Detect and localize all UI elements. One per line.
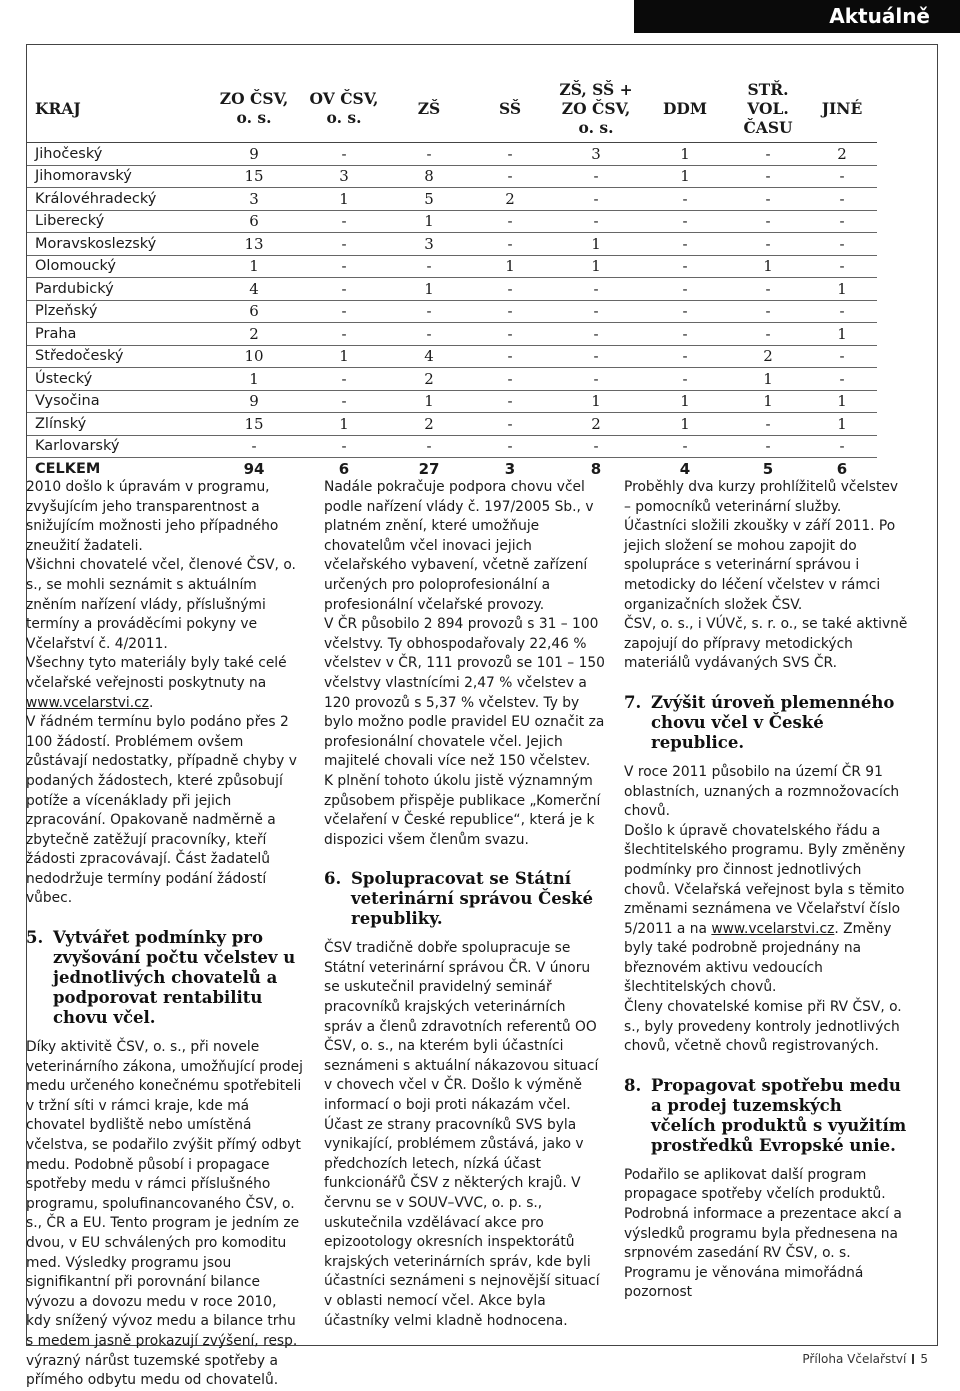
paragraph: Díky aktivitě ČSV, o. s., při novele veterinárního zákona, umožňující prodej medu určeného konečnému spotřebiteli v tržní síti v rámci kraje, kde má chovatel bydliště nebo umístěná včelstva, se podařilo zvýšit přímý odbyt medu. Podobně působí i propagace spotřeby medu v rámci příslušného programu, spolufinancovaného ČSV, o. s., ČR a EU. Tento program je jedním ze dvou, v EU schválených pro komoditu med. Výsledky programu jsou signifikantní při porovnání bilance vývozu a dovozu medu v roce 2010, kdy snížený vývoz medu a bilance trhu s medem jasně prokazují zvýšení, resp. výrazný nárůst tuzemské spotřeby a přímého odbytu medu od chovatelů.	[26, 1039, 303, 1389]
region-name: Vysočina	[27, 390, 209, 413]
region-name: Středočeský	[27, 345, 209, 368]
table-cell: -	[469, 413, 551, 436]
paragraph: Podařilo se aplikovat další program propagace spotřeby včelích produktů. Podrobná informace a prezentace akcí a výsledků programu byla přednesena na srpnovém zasedání RV ČSV, o. s. Programu je věnována mimořádná pozornost	[624, 1166, 902, 1301]
header-cell: DDM	[641, 74, 729, 143]
table-row	[27, 255, 877, 278]
paragraph: ČSV, o. s., i VÚVč, s. r. o., se také aktivně zapojují do přípravy metodických materiálů vydávaných SVS ČR.	[624, 616, 908, 672]
section-heading-5: 5. Vytvářet podmínky pro zvyšování počtu včelstev u jednotlivých chovatelů a podporovat rentabilitu chovu včel.	[26, 928, 296, 1028]
table-cell: -	[469, 233, 551, 256]
table-cell: -	[641, 345, 729, 368]
table-cell: 1	[807, 390, 877, 413]
total-cell: 6	[836, 459, 848, 478]
table-cell: -	[729, 143, 807, 166]
paragraph: 2010 došlo k úpravám v programu, zvyšujícím jeho transparentnost a snižujícím možnosti jeho případného zneužití žadateli.	[26, 479, 279, 554]
table-cell: 13	[209, 233, 299, 256]
table-cell: -	[807, 435, 877, 458]
table-cell: -	[807, 188, 877, 211]
table-cell: 15	[209, 413, 299, 436]
table-cell: 2	[551, 413, 641, 436]
table-cell: 1	[389, 278, 469, 301]
footer-divider	[912, 1354, 914, 1364]
table-cell: -	[299, 255, 389, 278]
table-cell: -	[807, 233, 877, 256]
table-cell: -	[299, 323, 389, 346]
table-cell: 2	[389, 368, 469, 391]
header-cell: ZŠ	[389, 74, 469, 143]
table-cell: 2	[729, 345, 807, 368]
table-cell: -	[729, 278, 807, 301]
total-cell: 5	[762, 459, 774, 478]
table-row	[27, 323, 877, 346]
table-cell: 1	[641, 143, 729, 166]
table-cell: -	[299, 210, 389, 233]
table-cell: 1	[299, 413, 389, 436]
region-name: Olomoucký	[27, 255, 209, 278]
table-cell: -	[299, 233, 389, 256]
header-cell: KRAJ	[27, 74, 209, 143]
table-cell: 3	[551, 143, 641, 166]
page-footer	[802, 1352, 928, 1366]
table-cell: 2	[469, 188, 551, 211]
table-row	[27, 368, 877, 391]
table-cell: -	[469, 435, 551, 458]
table-cell: -	[469, 165, 551, 188]
table-cell: 1	[209, 255, 299, 278]
table-cell: -	[469, 143, 551, 166]
table-cell: -	[641, 255, 729, 278]
total-cell: 3	[504, 459, 516, 478]
table-cell: 1	[551, 233, 641, 256]
table-cell: -	[389, 143, 469, 166]
table-row	[27, 278, 877, 301]
header-cell: SŠ	[469, 74, 551, 143]
website-link[interactable]: www.vcelarstvi.cz	[711, 920, 835, 937]
table-row	[27, 233, 877, 256]
section-heading-6: 6. Spolupracovat se Státní veterinární správou České republiky.	[324, 869, 593, 929]
table-cell: -	[469, 390, 551, 413]
paragraph: V roce 2011 působilo na území ČR 91 oblastních, uznaných a rozmnožovacích chovů.	[624, 763, 900, 820]
table-cell: 5	[389, 188, 469, 211]
table-cell: -	[299, 278, 389, 301]
table-cell: 1	[807, 323, 877, 346]
total-cell: 4	[679, 459, 691, 478]
region-name: Královéhradecký	[27, 188, 209, 211]
table-cell: -	[299, 368, 389, 391]
table-cell: -	[807, 368, 877, 391]
table-cell: 1	[641, 413, 729, 436]
table-row	[27, 188, 877, 211]
table-cell: -	[551, 323, 641, 346]
table-row	[27, 300, 877, 323]
region-name: Moravskoslezský	[27, 233, 209, 256]
paragraph: ČSV tradičně dobře spolupracuje se Státní veterinární správou ČR. V únoru se uskutečnil pravidelný seminář pracovníků krajských veterinárních správ a členů zdravotních referentů OO ČSV, o. s., na kterém byli účastníci seznámeni s aktuální nákazovou situací v chovech včel v ČR. Došlo k výměně informací o boji proti nákazám včel. Účast ze strany pracovníků SVS byla vynikající, problémem zůstává, jako v předchozích letech, nízká účast funkcionářů ČSV z některých krajů. V červnu se v SOUV–VVC, o. p. s., uskutečnila vzdělávací akce pro epizootology okresních inspektorátů krajských veterinárních správ, kde byli účastníci seznámeni s nejnovější situací v oblasti nemocí včel. Akce byla účastníky velmi kladně hodnocena.	[324, 940, 600, 1329]
region-name: Karlovarský	[27, 435, 209, 458]
table-cell: 1	[807, 278, 877, 301]
paragraph: Nadále pokračuje podpora chovu včel podle nařízení vlády č. 197/2005 Sb., v platném znění, které umožňuje chovatelům včel inovaci jejich včelařského vybavení, včetně zařízení určených pro poloprofesionální a profesionální včelařské provozy.	[324, 479, 594, 613]
table-cell: -	[641, 233, 729, 256]
table-cell: 15	[209, 165, 299, 188]
table-cell: -	[729, 210, 807, 233]
website-link[interactable]: www.vcelarstvi.cz	[26, 694, 149, 711]
table-cell: -	[807, 165, 877, 188]
total-cell: 94	[243, 459, 265, 478]
table-total-row	[27, 458, 877, 480]
total-label: CELKEM	[35, 460, 101, 477]
table-cell: -	[807, 255, 877, 278]
table-cell: -	[807, 210, 877, 233]
region-name: Plzeňský	[27, 300, 209, 323]
text-column-3	[624, 478, 908, 1303]
table-cell: -	[551, 345, 641, 368]
table-cell: 2	[807, 143, 877, 166]
table-cell: 1	[299, 345, 389, 368]
table-cell: 1	[389, 210, 469, 233]
table-row	[27, 413, 877, 436]
region-name: Pardubický	[27, 278, 209, 301]
table-cell: 9	[209, 390, 299, 413]
table-cell: -	[299, 390, 389, 413]
table-cell: -	[641, 300, 729, 323]
text-column-1	[26, 478, 304, 1391]
table-cell: -	[551, 210, 641, 233]
table-row	[27, 210, 877, 233]
region-name: Jihočeský	[27, 143, 209, 166]
table-cell: 4	[389, 345, 469, 368]
table-cell: -	[729, 300, 807, 323]
table-cell: 1	[551, 255, 641, 278]
region-name: Liberecký	[27, 210, 209, 233]
paragraph: V řádném termínu bylo podáno přes 2 100 žádostí. Problémem ovšem zůstávají nedostatky, případně chyby v podaných žádostech, které způsobují potíže a vícenáklady při jejich zpracování. Opakovaně nadměrně a zbytečně zatěžují pracovníky, kteří žádosti zpracovávají. Část žadatelů nedodržuje termíny podání žádostí vůbec.	[26, 714, 297, 907]
section-tab: Aktuálně	[634, 0, 960, 33]
table-cell: 2	[209, 323, 299, 346]
table-row	[27, 165, 877, 188]
header-cell: ZO ČSV, o. s.	[209, 74, 299, 143]
table-cell: 1	[389, 390, 469, 413]
paragraph: K plnění tohoto úkolu jistě významným způsobem přispěje publikace „Komerční včelaření v České republice“, která je k dispozici všem členům svazu.	[324, 772, 601, 848]
table-row	[27, 435, 877, 458]
table-cell: -	[729, 233, 807, 256]
table-cell: -	[469, 300, 551, 323]
header-cell: STŘ. VOL. ČASU	[729, 74, 807, 143]
table-cell: 1	[551, 390, 641, 413]
table-cell: 9	[209, 143, 299, 166]
table-cell: -	[551, 188, 641, 211]
table-cell: 8	[389, 165, 469, 188]
paragraph: Proběhly dva kurzy prohlížitelů včelstev – pomocníků veterinární služby. Účastníci složili zkoušky v září 2011. Po jejich složení se mohou zapojit do spolupráce s veterinární správou i metodicky do léčení včelstev v rámci organizačních složek ČSV.	[624, 479, 899, 613]
table-cell: -	[299, 143, 389, 166]
region-name: Praha	[27, 323, 209, 346]
paragraph: Došlo k úpravě chovatelského řádu a šlechtitelského programu. Byly změněny podmínky pro činnost jednotlivých chovů. Včelařská veřejnost byla s těmito změnami seznámena ve Včelařství číslo 5/2011 a na www.vcelarstvi.cz. Změny byly také podrobně projednány na březnovém aktivu vedoucích šlechtitelských chovů.	[624, 822, 906, 996]
table-cell: -	[641, 278, 729, 301]
section-heading-7: 7. Zvýšit úroveň plemenného chovu včel v České republice.	[624, 692, 895, 752]
table-cell: -	[641, 188, 729, 211]
table-cell: 3	[389, 233, 469, 256]
table-cell: -	[469, 210, 551, 233]
table-cell: 1	[209, 368, 299, 391]
table-cell: 3	[209, 188, 299, 211]
table-cell: -	[729, 165, 807, 188]
table-cell: -	[641, 210, 729, 233]
table-cell: -	[389, 323, 469, 346]
table-cell: -	[469, 278, 551, 301]
total-cell: 6	[338, 459, 350, 478]
table-cell: -	[729, 188, 807, 211]
table-cell: -	[299, 300, 389, 323]
table-cell: -	[807, 345, 877, 368]
table-cell: -	[729, 413, 807, 436]
table-cell: 1	[729, 390, 807, 413]
table-cell: 1	[299, 188, 389, 211]
table-cell: -	[641, 323, 729, 346]
table-cell: -	[469, 345, 551, 368]
table-cell: -	[299, 435, 389, 458]
table-cell: -	[389, 435, 469, 458]
total-cell: 27	[418, 459, 440, 478]
table-cell: 1	[729, 255, 807, 278]
paragraph: Všichni chovatelé včel, členové ČSV, o. s., se mohli seznámit s aktuálním zněním nařízení vlády, příslušnými termíny a prováděcími pokyny ve Včelařství č. 4/2011.	[26, 557, 296, 652]
table-row	[27, 143, 877, 166]
table-cell: 3	[299, 165, 389, 188]
table-cell: -	[551, 300, 641, 323]
page-number: 5	[920, 1352, 928, 1366]
table-row	[27, 390, 877, 413]
table-cell: 4	[209, 278, 299, 301]
total-cell: 8	[590, 459, 602, 478]
publication-name: Příloha Včelařství	[802, 1352, 907, 1366]
table-cell: 1	[807, 413, 877, 436]
table-cell: -	[469, 368, 551, 391]
table-cell: 1	[641, 165, 729, 188]
table-cell: -	[551, 278, 641, 301]
header-cell: ZŠ, SŠ + ZO ČSV, o. s.	[551, 74, 641, 143]
table-header-row	[27, 74, 877, 143]
table-cell: 6	[209, 300, 299, 323]
table-cell: -	[729, 323, 807, 346]
table-cell: -	[551, 435, 641, 458]
region-name: Jihomoravský	[27, 165, 209, 188]
table-cell: -	[641, 368, 729, 391]
table-cell: -	[209, 435, 299, 458]
header-cell: OV ČSV, o. s.	[299, 74, 389, 143]
regions-table	[27, 74, 877, 480]
table-cell: -	[551, 165, 641, 188]
table-cell: -	[469, 323, 551, 346]
table-cell: -	[641, 435, 729, 458]
table-cell: 1	[641, 390, 729, 413]
paragraph: Členy chovatelské komise při RV ČSV, o. s., byly provedeny kontroly jednotlivých chovů, včetně chovů registrovaných.	[624, 999, 902, 1055]
table-cell: -	[807, 300, 877, 323]
table-cell: 10	[209, 345, 299, 368]
table-cell: 2	[389, 413, 469, 436]
text-column-2	[324, 478, 606, 1331]
paragraph: V ČR působilo 2 894 provozů s 31 – 100 včelstvy. Ty obhospodařovaly 22,46 % včelstev v ČR, 111 provozů se 101 – 150 včelstvy vlastnícími 2,47 % včelstev a 120 provozů s 5,37 % včelstev. Ty by bylo možno podle pravidel EU označit za profesionální chovatele včel. Jejich majitelé chovali více než 150 včelstev.	[324, 616, 605, 770]
table-cell: 1	[729, 368, 807, 391]
region-name: Zlínský	[27, 413, 209, 436]
header-cell: JINÉ	[807, 74, 877, 143]
table-cell: -	[389, 300, 469, 323]
region-name: Ústecký	[27, 368, 209, 391]
paragraph: Všechny tyto materiály byly také celé včelařské veřejnosti poskytnuty na www.vcelarstvi.cz.	[26, 655, 287, 711]
table-row	[27, 345, 877, 368]
table-cell: -	[551, 368, 641, 391]
table-cell: 1	[469, 255, 551, 278]
table-cell: 6	[209, 210, 299, 233]
table-cell: -	[389, 255, 469, 278]
section-heading-8: 8. Propagovat spotřebu medu a prodej tuzemských včelích produktů s využitím prostředků Evropské unie.	[624, 1075, 907, 1155]
table-cell: -	[729, 435, 807, 458]
